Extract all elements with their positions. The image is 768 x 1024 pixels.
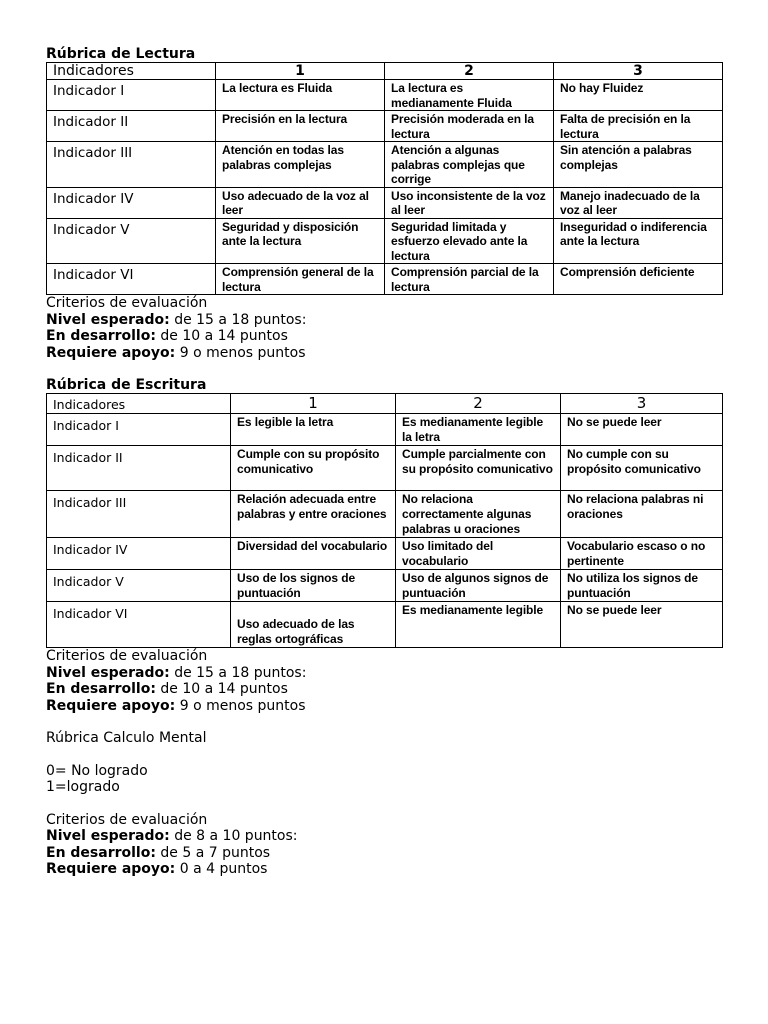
header-level-1: 1 [231, 394, 396, 414]
level-2-cell: La lectura es medianamente Fluida [385, 80, 554, 111]
criteria-label: Nivel esperado: [46, 664, 170, 681]
level-2-cell: Atención a algunas palabras complejas que corrige [385, 142, 554, 188]
table-row [47, 187, 723, 218]
criteria-value: de 8 a 10 puntos: [169, 828, 298, 844]
level-2-cell: Seguridad limitada y esfuerzo elevado ante la lectura [385, 218, 554, 264]
indicator-label: Indicador II [47, 111, 216, 142]
header-level-1: 1 [216, 63, 385, 80]
criteria-desarrollo [46, 681, 722, 698]
level-3-cell: Inseguridad o indiferencia ante la lectura [554, 218, 723, 264]
level-1-cell: La lectura es Fluida [216, 80, 385, 111]
header-indicadores: Indicadores [47, 63, 216, 80]
level-2-cell: Es medianamente legible la letra [396, 414, 561, 446]
level-1-cell: Seguridad y disposición ante la lectura [216, 218, 385, 264]
level-3-cell: No se puede leer [561, 602, 723, 648]
lectura-title: Rúbrica de Lectura [46, 46, 196, 62]
level-3-cell: No relaciona palabras ni oraciones [561, 491, 723, 538]
table-row [47, 414, 723, 446]
indicator-label: Indicador III [47, 491, 231, 538]
level-2-cell: Comprensión parcial de la lectura [385, 264, 554, 295]
level-2-cell: Es medianamente legible [396, 602, 561, 648]
level-2-cell: Cumple parcialmente con su propósito comunicativo [396, 446, 561, 491]
criteria-value: de 5 a 7 puntos [155, 844, 271, 861]
header-level-3: 3 [554, 63, 723, 80]
escritura-criteria [46, 648, 722, 714]
level-3-cell: Comprensión deficiente [554, 264, 723, 295]
indicator-label: Indicador IV [47, 538, 231, 570]
calculo-scale-0: 0= No logrado [46, 762, 148, 779]
level-3-cell: No hay Fluidez [554, 80, 723, 111]
indicator-label: Indicador V [47, 570, 231, 602]
criteria-desarrollo [46, 328, 722, 345]
table-row [47, 218, 723, 264]
criteria-apoyo [46, 345, 722, 362]
document-page [46, 0, 722, 878]
table-row [47, 111, 723, 142]
level-2-cell: Uso limitado del vocabulario [396, 538, 561, 570]
indicator-label: Indicador V [47, 218, 216, 264]
level-1-cell: Uso adecuado de las reglas ortográficas [231, 602, 396, 648]
lectura-criteria [46, 295, 722, 361]
level-1-cell: Diversidad del vocabulario [231, 538, 396, 570]
indicator-label: Indicador IV [47, 187, 216, 218]
table-header-row [47, 63, 723, 80]
level-1-cell: Comprensión general de la lectura [216, 264, 385, 295]
criteria-label: Nivel esperado: [46, 311, 170, 328]
level-2-cell: Uso inconsistente de la voz al leer [385, 187, 554, 218]
table-row [47, 538, 723, 570]
criteria-esperado [46, 828, 722, 845]
table-row [47, 570, 723, 602]
criteria-esperado [46, 665, 722, 682]
criteria-value: de 15 a 18 puntos: [169, 311, 307, 328]
indicator-label: Indicador VI [47, 264, 216, 295]
level-3-cell: Manejo inadecuado de la voz al leer [554, 187, 723, 218]
criteria-value: de 10 a 14 puntos [155, 328, 288, 344]
criteria-heading: Criterios de evaluación [46, 811, 208, 828]
indicator-label: Indicador VI [47, 602, 231, 648]
header-level-2: 2 [396, 394, 561, 414]
criteria-apoyo [46, 698, 722, 715]
criteria-value: 9 o menos puntos [175, 697, 306, 714]
table-row [47, 491, 723, 538]
level-1-cell: Relación adecuada entre palabras y entre oraciones [231, 491, 396, 538]
criteria-label: Requiere apoyo: [46, 697, 176, 714]
table-header-row [47, 394, 723, 414]
criteria-value: de 15 a 18 puntos: [169, 664, 307, 681]
criteria-heading: Criterios de evaluación [46, 648, 208, 664]
indicator-label: Indicador I [47, 80, 216, 111]
level-1-cell: Es legible la letra [231, 414, 396, 446]
criteria-label: Requiere apoyo: [46, 344, 176, 361]
criteria-desarrollo [46, 845, 722, 862]
criteria-label: En desarrollo: [46, 328, 156, 344]
calculo-scale-1: 1=logrado [46, 779, 120, 795]
criteria-label: En desarrollo: [46, 681, 156, 697]
level-1-cell: Cumple con su propósito comunicativo [231, 446, 396, 491]
level-2-cell: Precisión moderada en la lectura [385, 111, 554, 142]
escritura-table [46, 393, 723, 648]
level-3-cell: No cumple con su propósito comunicativo [561, 446, 723, 491]
indicator-label: Indicador I [47, 414, 231, 446]
escritura-title: Rúbrica de Escritura [46, 377, 207, 393]
criteria-value: 0 a 4 puntos [175, 861, 268, 877]
header-indicadores: Indicadores [47, 394, 231, 414]
indicator-label: Indicador III [47, 142, 216, 188]
level-3-cell: Falta de precisión en la lectura [554, 111, 723, 142]
table-row [47, 264, 723, 295]
calculo-criteria [46, 812, 722, 878]
level-3-cell: No se puede leer [561, 414, 723, 446]
table-row [47, 602, 723, 648]
level-3-cell: No utiliza los signos de puntuación [561, 570, 723, 602]
level-3-cell: Vocabulario escaso o no pertinente [561, 538, 723, 570]
header-level-3: 3 [561, 394, 723, 414]
level-1-cell: Uso de los signos de puntuación [231, 570, 396, 602]
criteria-label: Nivel esperado: [46, 828, 170, 844]
level-1-cell: Atención en todas las palabras complejas [216, 142, 385, 188]
table-row [47, 446, 723, 491]
criteria-esperado [46, 312, 722, 329]
criteria-value: 9 o menos puntos [175, 344, 306, 361]
table-row [47, 142, 723, 188]
level-1-cell: Precisión en la lectura [216, 111, 385, 142]
criteria-value: de 10 a 14 puntos [155, 681, 288, 697]
level-2-cell: Uso de algunos signos de puntuación [396, 570, 561, 602]
level-2-cell: No relaciona correctamente algunas palabras u oraciones [396, 491, 561, 538]
table-row [47, 80, 723, 111]
header-level-2: 2 [385, 63, 554, 80]
criteria-label: En desarrollo: [46, 844, 156, 861]
level-3-cell: Sin atención a palabras complejas [554, 142, 723, 188]
criteria-label: Requiere apoyo: [46, 861, 176, 877]
criteria-apoyo [46, 861, 722, 878]
indicator-label: Indicador II [47, 446, 231, 491]
criteria-heading: Criterios de evaluación [46, 295, 208, 311]
level-1-cell: Uso adecuado de la voz al leer [216, 187, 385, 218]
lectura-table [46, 62, 723, 295]
calculo-title: Rúbrica Calculo Mental [46, 730, 207, 746]
